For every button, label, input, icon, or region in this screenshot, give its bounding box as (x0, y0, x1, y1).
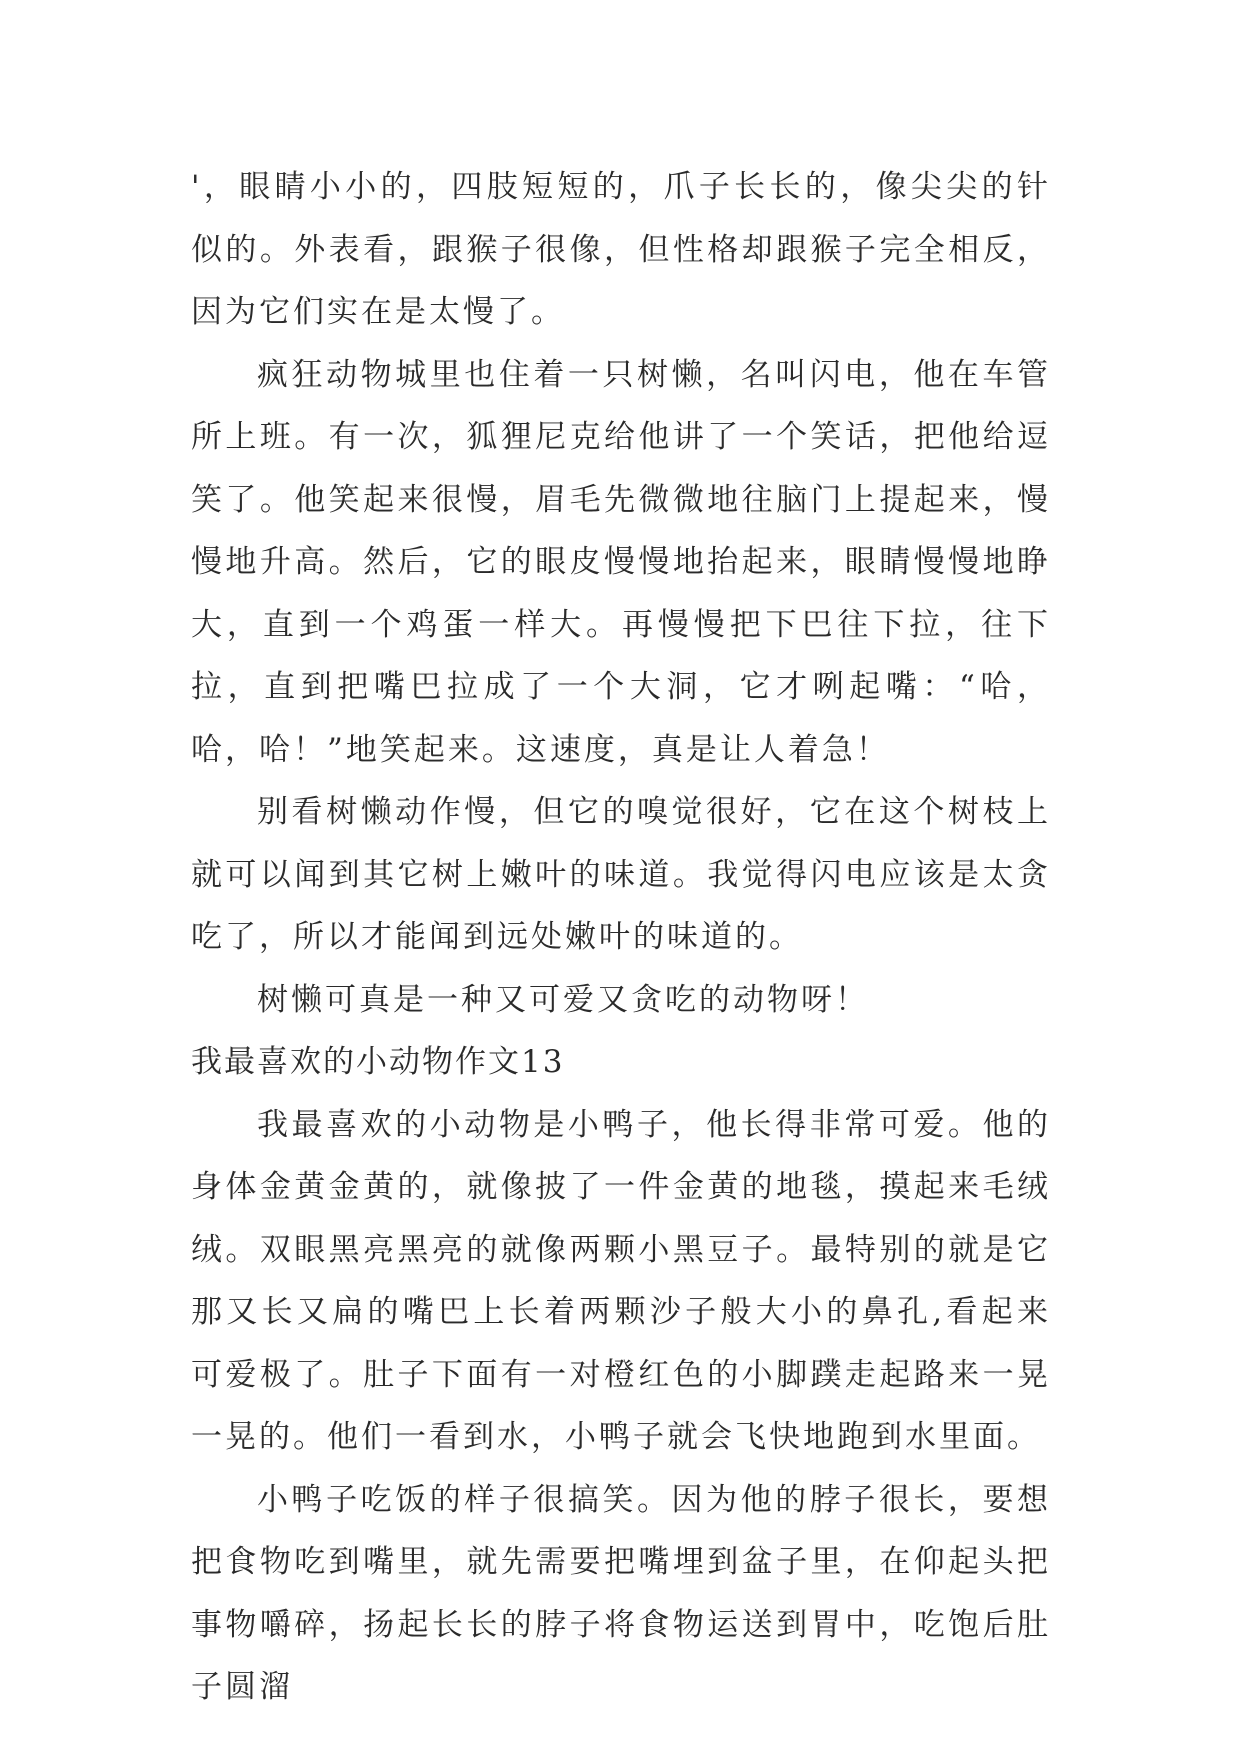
paragraph-duckling-description: 我最喜欢的小动物是小鸭子，他长得非常可爱。他的身体金黄金黄的，就像披了一件金黄的地毯，摸起来毛绒绒。双眼黑亮黑亮的就像两颗小黑豆子。最特别的就是它那又长又扁的嘴巴上长着两颗沙子般大小的鼻孔,看起来可爱极了。肚子下面有一对橙红色的小脚蹼走起路来一晃一晃的。他们一看到水，小鸭子就会飞快地跑到水里面。 (191, 1106, 1051, 1455)
paragraph-duckling-eating: 小鸭子吃饭的样子很搞笑。因为他的脖子很长，要想把食物吃到嘴里，就先需要把嘴埋到盆子里，在仰起头把事物嚼碎，扬起长长的脖子将食物运送到胃中，吃饱后肚子圆溜 (191, 1481, 1051, 1705)
paragraph-sloth-conclusion: 树懒可真是一种又可爱又贪吃的动物呀！ (257, 981, 869, 1018)
paragraph-sloth-flash: 疯狂动物城里也住着一只树懒，名叫闪电，他在车管所上班。有一次，狐狸尼克给他讲了一个笑话，把他给逗笑了。他笑起来很慢，眉毛先微微地往脑门上提起来，慢慢地升高。然后，它的眼皮慢慢地抬起来，眼睛慢慢地睁大，直到一个鸡蛋一样大。再慢慢把下巴往下拉，往下拉，直到把嘴巴拉成了一个大洞，它才咧起嘴：“哈，哈，哈！”地笑起来。这速度，真是让人着急！ (191, 356, 1051, 768)
essay-heading: 我最喜欢的小动物作文13 (191, 1044, 565, 1080)
document-body (191, 156, 1051, 1719)
paragraph-sloth-smell: 别看树懒动作慢，但它的嗅觉很好，它在这个树枝上就可以闻到其它树上嫩叶的味道。我觉得闪电应该是太贪吃了，所以才能闻到远处嫩叶的味道的。 (191, 794, 1051, 955)
paragraph-sloth-description: '，眼睛小小的，四肢短短的，爪子长长的，像尖尖的针似的。外表看，跟猴子很像，但性格却跟猴子完全相反，因为它们实在是太慢了。 (191, 169, 1051, 330)
